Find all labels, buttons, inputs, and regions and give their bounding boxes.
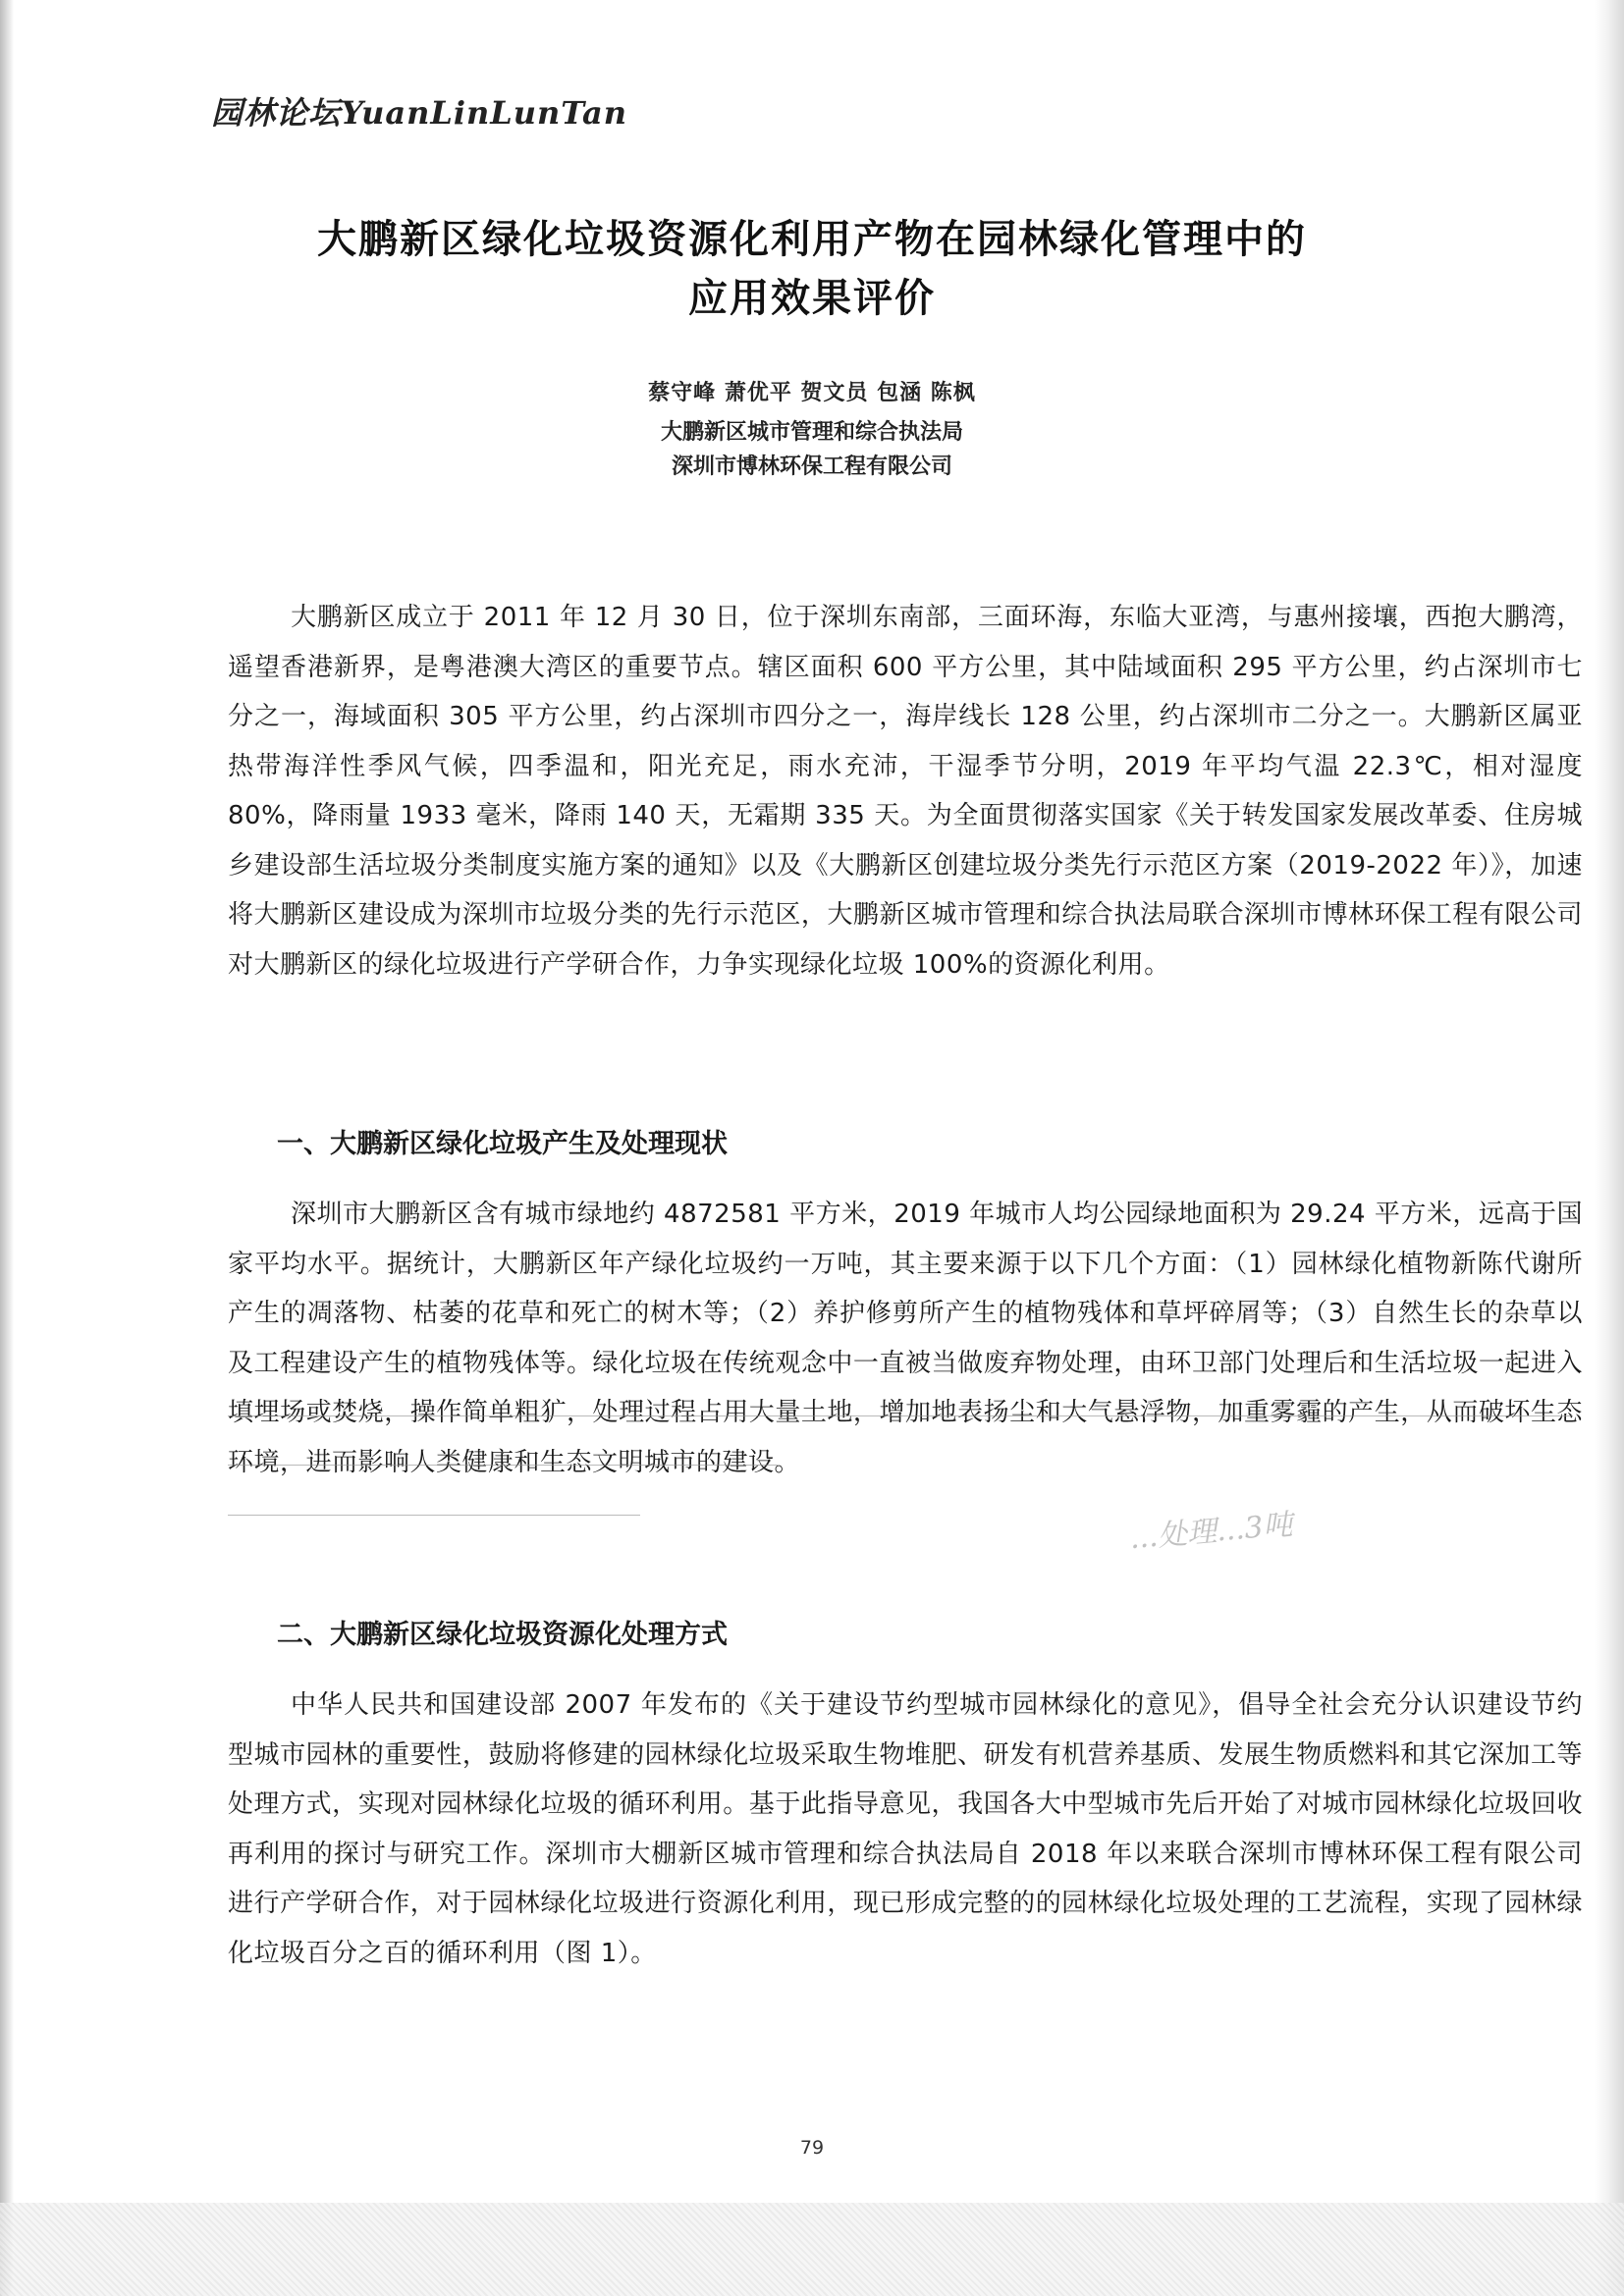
section-heading-2: 二、大鹏新区绿化垃圾资源化处理方式	[277, 1620, 728, 1650]
pencil-underline-3	[228, 1515, 640, 1516]
article-title-line2: 应用效果评价	[688, 276, 936, 321]
affiliation-1: 大鹏新区城市管理和综合执法局	[660, 420, 963, 445]
affiliation-2: 深圳市博林环保工程有限公司	[671, 454, 952, 479]
section2-paragraph: 中华人民共和国建设部 2007 年发布的《关于建设节约型城市园林绿化的意见》，倡导全社会充分认识建设节约型城市园林的重要性，鼓励将修建的园林绿化垃圾采取生物堆肥、研发有机营养基质、发展生物质燃料和其它深加工等处理方式，实现对园林绿化垃圾的循环利用。基于此指导意见，我国各大中型城市先后开始了对城市园林绿化垃圾回收再利用的探讨与研究工作。深圳市大棚新区城市管理和综合执法局自 2018 年以来联合深圳市博林环保工程有限公司进行产学研合作，对于园林绿化垃圾进行资源化利用，现已形成完整的的园林绿化垃圾处理的工艺流程，实现了园林绿化垃圾百分之百的循环利用（图 1）。	[228, 1690, 1583, 1968]
section2-paragraph-block	[228, 1681, 1583, 1978]
scan-shadow-right	[1595, 0, 1624, 2296]
pencil-underline-2	[228, 1465, 778, 1466]
section1-paragraph-block	[228, 1190, 1583, 1487]
section1-paragraph: 深圳市大鹏新区含有城市绿地约 4872581 平方米，2019 年城市人均公园绿地面积为 29.24 平方米，远高于国家平均水平。据统计，大鹏新区年产绿化垃圾约一万吨，其主要来源于以下几个方面：（1）园林绿化植物新陈代谢所产生的凋落物、枯萎的花草和死亡的树木等；（2）养护修剪所产生的植物残体和草坪碎屑等；（3）自然生长的杂草以及工程建设产生的植物残体等。绿化垃圾在传统观念中一直被当做废弃物处理，由环卫部门处理后和生活垃圾一起进入填埋场或焚烧，操作简单粗犷，处理过程占用大量土地，增加地表扬尘和大气悬浮物，加重雾霾的产生，从而破坏生态环境，进而影响人类健康和生态文明城市的建设。	[228, 1200, 1583, 1477]
section-heading-1: 一、大鹏新区绿化垃圾产生及处理现状	[277, 1129, 728, 1159]
handwritten-margin-note: ...处理...3吨	[1128, 1507, 1294, 1557]
intro-paragraph-block	[228, 593, 1583, 989]
author-list: 蔡守峰 萧优平 贺文员 包涵 陈枫	[648, 381, 976, 405]
pencil-underline-1	[228, 1415, 1573, 1416]
article-title-line1: 大鹏新区绿化垃圾资源化利用产物在园林绿化管理中的	[317, 217, 1307, 262]
scan-shadow-left	[0, 0, 14, 2296]
journal-header: 园林论坛YuanLinLunTan	[211, 94, 628, 132]
scan-texture-bottom	[0, 2203, 1624, 2296]
intro-paragraph: 大鹏新区成立于 2011 年 12 月 30 日，位于深圳东南部，三面环海，东临大亚湾，与惠州接壤，西抱大鹏湾，遥望香港新界，是粤港澳大湾区的重要节点。辖区面积 600 平方公里，其中陆域面积 295 平方公里，约占深圳市七分之一，海域面积 305 平方公里，约占深圳市四分之一，海岸线长 128 公里，约占深圳市二分之一。大鹏新区属亚热带海洋性季风气候，四季温和，阳光充足，雨水充沛，干湿季节分明，2019 年平均气温 22.3℃，相对湿度 80%，降雨量 1933 毫米，降雨 140 天，无霜期 335 天。为全面贯彻落实国家《关于转发国家发展改革委、住房城乡建设部生活垃圾分类制度实施方案的通知》以及《大鹏新区创建垃圾分类先行示范区方案（2019-2022 年）》，加速将大鹏新区建设成为深圳市垃圾分类的先行示范区，大鹏新区城市管理和综合执法局联合深圳市博林环保工程有限公司对大鹏新区的绿化垃圾进行产学研合作，力争实现绿化垃圾 100%的资源化利用。	[228, 603, 1583, 980]
page-number: 79	[799, 2137, 825, 2159]
